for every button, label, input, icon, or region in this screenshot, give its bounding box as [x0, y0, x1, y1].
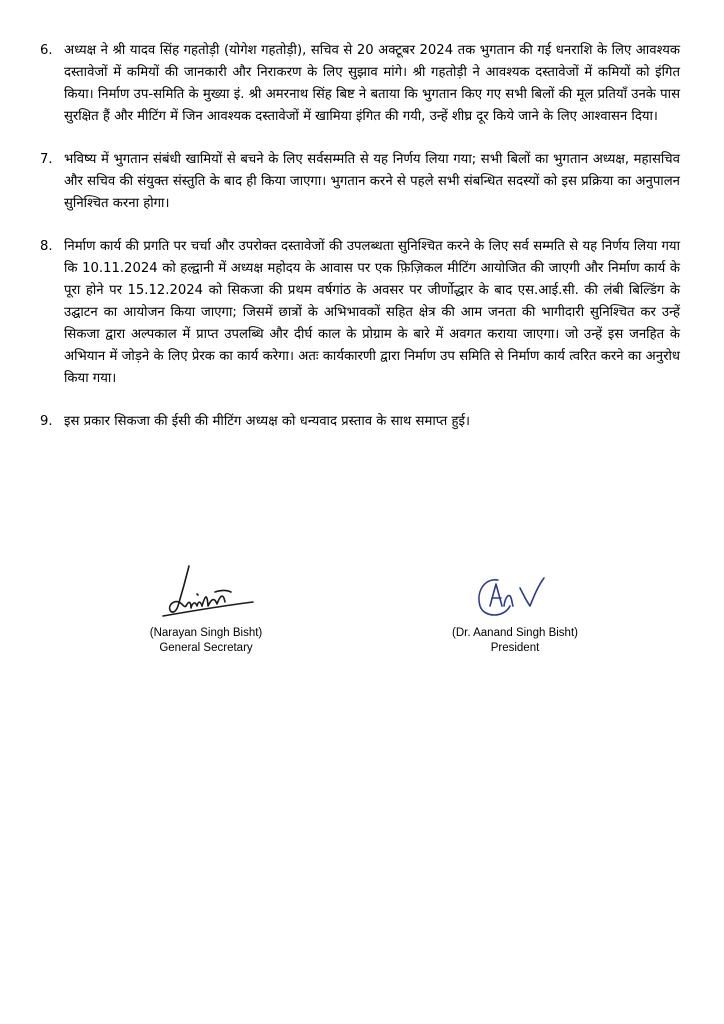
handwritten-signature-icon: [141, 562, 271, 624]
item-number: 6.: [40, 43, 53, 58]
president-signature-block: [395, 562, 635, 656]
minutes-items-list: [40, 40, 680, 454]
signatory-title: General Secretary: [159, 642, 253, 654]
list-item: [40, 149, 680, 215]
signatory-name: (Dr. Aanand Singh Bisht): [452, 627, 578, 639]
item-text: निर्माण कार्य की प्रगति पर चर्चा और उपरोक्त दस्तावेजों की उपलब्धता सुनिश्चित करने के लिए सर्व सम्मति से यह निर्णय लिया गया कि 10.11.2024 को हल्द्वानी में अध्यक्ष महोदय के आवास पर एक फ़िज़िकल मीटिंग आयोजित की जाएगी और निर्माण कार्य के पूरा होने पर 15.12.2024 को सिकजा की प्रथम वर्षगांठ के अवसर पर जीर्णोद्धार के बाद एस.आई.सी. की लंबी बिल्डिंग के उद्घाटन का आयोजन किया जाएगा; जिसमें छात्रों के अभिभावकों सहित क्षेत्र की आम जनता की भागीदारी सुनिश्चित कर उन्हें सिकजा द्वारा अल्पकाल में प्राप्त उपलब्धि और दीर्घ काल के प्रोग्राम के बारे में अवगत कराया जाएगा। जो उन्हें इस जनहित के अभियान में जोड़ने के लिए प्रेरक का कार्य करेगा। अतः कार्यकारणी द्वारा निर्माण उप समिति से निर्माण कार्य त्वरित करने का अनुरोध किया गया।: [64, 239, 680, 386]
item-number: 8.: [40, 239, 53, 254]
handwritten-signature-icon: [450, 562, 580, 624]
general-secretary-signature-block: [86, 562, 326, 656]
signatory-title: President: [490, 642, 540, 654]
list-item: [40, 236, 680, 390]
item-text: इस प्रकार सिकजा की ईसी की मीटिंग अध्यक्ष को धन्यवाद प्रस्ताव के साथ समाप्त हुई।: [64, 414, 470, 429]
item-number: 9.: [40, 414, 53, 429]
item-text: भविष्य में भुगतान संबंधी खामियों से बचने के लिए सर्वसम्मति से यह निर्णय लिया गया; सभी बिलों का भुगतान अध्यक्ष, महासचिव और सचिव की संयुक्त संस्तुति के बाद ही किया जाएगा। भुगतान करने से पहले सभी संबन्धित सदस्यों को इस प्रक्रिया का अनुपालन सुनिश्चित करना होगा।: [64, 152, 680, 211]
item-number: 7.: [40, 152, 53, 167]
list-item: [40, 40, 680, 128]
signatory-name: (Narayan Singh Bisht): [149, 627, 263, 639]
item-text: अध्यक्ष ने श्री यादव सिंह गहतोड़ी (योगेश गहतोड़ी), सचिव से 20 अक्टूबर 2024 तक भुगतान की गई धनराशि के लिए आवश्यक दस्तावेजों में कमियों की जानकारी और निराकरण के लिए सुझाव मांगे। श्री गहतोड़ी ने आवश्यक दस्तावेजों में कमियों को इंगित किया। निर्माण उप-समिति के मुख्या इं. श्री अमरनाथ सिंह बिष्ट ने बताया कि भुगतान किए गए सभी बिलों की मूल प्रतियाँ उनके पास सुरक्षित हैं और मीटिंग में जिन आवश्यक दस्तावेजों में खामिया इंगित की गयी, उन्हें शीघ्र दूर किये जाने के लिए आश्वासन दिया।: [64, 43, 680, 124]
list-item: [40, 411, 680, 433]
